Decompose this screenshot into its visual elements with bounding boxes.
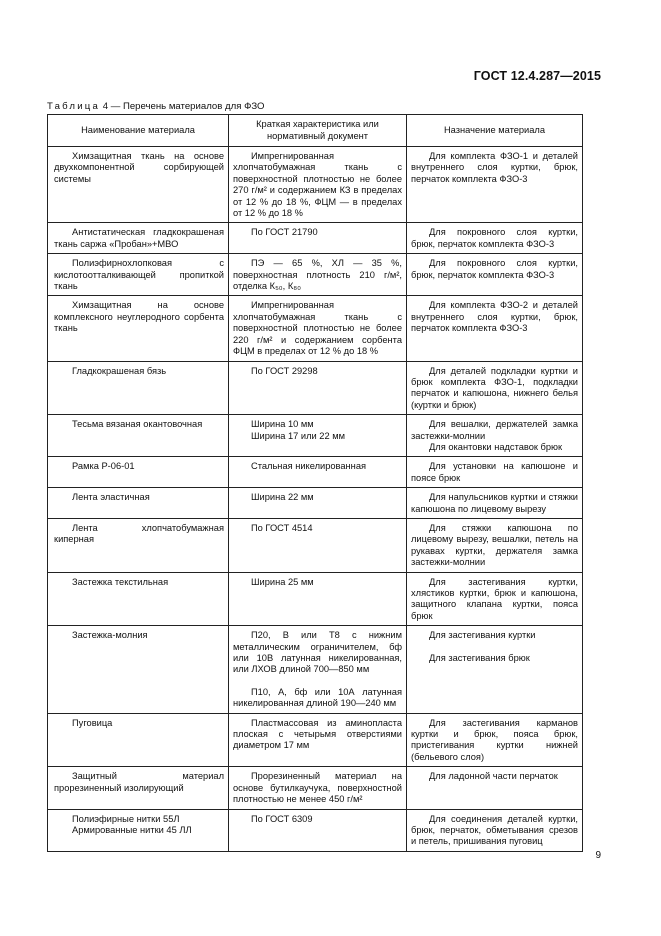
cell-material-name (48, 223, 229, 254)
cell-text: Ширина 10 мм (251, 419, 314, 430)
cell-purpose (407, 809, 583, 851)
table-row (48, 415, 583, 457)
cell-text: Полиэфирные нитки 55Л (72, 813, 180, 824)
cell-characteristic (229, 254, 407, 296)
cell-text: Стальная никелированная (251, 461, 367, 472)
cell-text: Для деталей подкладки куртки и брюк комплекта ФЗО-1, подкладки перчаток и капюшона, нижнего белья (куртки и брюк) (411, 365, 578, 410)
table-row (48, 223, 583, 254)
cell-purpose (407, 767, 583, 809)
cell-text: Для застегивания куртки (429, 630, 536, 641)
cell-purpose (407, 626, 583, 713)
cell-characteristic (229, 147, 407, 223)
table-row (48, 296, 583, 361)
cell-text: По ГОСТ 29298 (251, 365, 318, 376)
spacer (233, 676, 402, 687)
cell-text: Для застегивания брюк (429, 652, 530, 663)
cell-text: Химзащитная на основе комплексного неуглеродного сорбента ткань (54, 300, 224, 334)
materials-table (47, 114, 583, 852)
cell-purpose (407, 457, 583, 488)
cell-material-name (48, 361, 229, 415)
cell-material-name (48, 254, 229, 296)
cell-text: Для установки на капюшоне и поясе брюк (411, 461, 578, 483)
cell-characteristic (229, 809, 407, 851)
cell-text: По ГОСТ 21790 (251, 227, 318, 238)
cell-text: Импрегнированная хлопчатобумажная ткань с поверхностной плотностью не более 270 г/м² и содержанием КЗ в пределах от 12 % до 18 %, ФЦМ — в пределах от 12 % до 18 % (233, 151, 402, 219)
cell-text: Лента эластичная (72, 492, 150, 503)
cell-purpose (407, 147, 583, 223)
table-row (48, 572, 583, 626)
cell-material-name (48, 415, 229, 457)
cell-text: Для ладонной части перчаток (429, 771, 558, 782)
table-row (48, 518, 583, 572)
cell-text: П10, А, бф или 10А латунная никелированная длиной 190—240 мм (233, 686, 402, 709)
table-row (48, 457, 583, 488)
cell-characteristic (229, 223, 407, 254)
cell-text: Для застегивания карманов куртки и брюк, пояса брюк, пристегивания куртки нижней (бельевого слоя) (411, 717, 578, 762)
table-row (48, 713, 583, 767)
cell-characteristic (229, 518, 407, 572)
cell-text: Ширина 17 или 22 мм (251, 430, 345, 441)
cell-text: Полиэфирнохлопковая с кислотоотталкивающей пропиткой ткань (54, 258, 224, 292)
table-row (48, 767, 583, 809)
cell-purpose (407, 223, 583, 254)
cell-text: Рамка Р-06-01 (72, 461, 135, 472)
cell-text: Импрегнированная хлопчатобумажная ткань с поверхностной плотностью не более 220 г/м² и содержанием сорбента ФЦМ в пределах от 12 % до 18 % (233, 300, 402, 357)
spacer (411, 642, 578, 653)
column-header-name: Наименование материала (48, 115, 229, 147)
table-body (48, 147, 583, 852)
cell-text: Лента хлопчатобумажная киперная (54, 522, 224, 545)
cell-characteristic (229, 361, 407, 415)
cell-text: Пуговица (72, 717, 113, 728)
cell-text: Для вешалки, держателей замка застежки-молнии (411, 419, 578, 441)
table-header-row (48, 115, 583, 147)
cell-text: Для застегивания куртки, хлястиков куртки, брюк и капюшона, защитного клапана куртки, пояса брюк (411, 576, 578, 621)
cell-text: Для стяжки капюшона по лицевому вырезу, вешалки, петель на рукавах куртки, держателя замка застежки-молнии (411, 522, 578, 568)
caption-text: — Перечень материалов для ФЗО (108, 101, 265, 112)
table-row (48, 809, 583, 851)
cell-text: Для соединения деталей куртки, брюк, перчаток, обметывания срезов и петель, пришивания пуговиц (411, 813, 578, 847)
cell-characteristic (229, 415, 407, 457)
cell-characteristic (229, 767, 407, 809)
cell-text: Для комплекта ФЗО-1 и деталей внутреннего слоя куртки, брюк, перчаток комплекта ФЗО-3 (411, 151, 578, 184)
table-row (48, 254, 583, 296)
cell-text: П20, В или Т8 с нижним металлическим ограничителем, бф или 10В латунная никелированная, или ЛХОВ длиной 700—850 мм (233, 630, 402, 675)
cell-text: Для покровного слоя куртки, брюк, перчаток комплекта ФЗО-3 (411, 258, 578, 280)
cell-material-name (48, 809, 229, 851)
column-header-spec: Краткая характеристика или нормативный документ (229, 115, 407, 147)
caption-number: 4 (102, 101, 109, 112)
standard-code: ГОСТ 12.4.287—2015 (473, 69, 601, 83)
cell-text: Ширина 22 мм (251, 492, 314, 503)
cell-text: Для покровного слоя куртки, брюк, перчаток комплекта ФЗО-3 (411, 227, 578, 249)
cell-text: Защитный материал прорезиненный изолирующий (54, 771, 224, 793)
cell-characteristic (229, 457, 407, 488)
cell-purpose (407, 361, 583, 415)
cell-purpose (407, 572, 583, 626)
cell-text: ПЭ — 65 %, ХЛ — 35 %, поверхностная плотность 210 г/м², отделка К₅₀, К₈₀ (233, 258, 402, 292)
cell-characteristic (229, 488, 407, 519)
cell-text: Антистатическая гладкокрашеная ткань саржа «Пробан»+МВО (54, 227, 224, 249)
cell-characteristic (229, 713, 407, 767)
cell-material-name (48, 626, 229, 713)
cell-purpose (407, 296, 583, 361)
cell-text: Химзащитная ткань на основе двухкомпонентной сорбирующей системы (54, 151, 224, 184)
table-caption (47, 101, 265, 112)
cell-material-name (48, 518, 229, 572)
cell-text: Прорезиненный материал на основе бутилкаучука, поверхностной плотностью не менее 450 г/м² (233, 771, 402, 805)
page-number: 9 (595, 850, 601, 861)
cell-material-name (48, 572, 229, 626)
table-row (48, 626, 583, 713)
cell-material-name (48, 713, 229, 767)
cell-text: По ГОСТ 6309 (251, 813, 313, 824)
cell-material-name (48, 457, 229, 488)
cell-material-name (48, 488, 229, 519)
cell-text: Ширина 25 мм (251, 576, 314, 587)
cell-text: Гладкокрашеная бязь (72, 365, 167, 376)
cell-purpose (407, 254, 583, 296)
cell-characteristic (229, 626, 407, 713)
cell-text: Для окантовки надставок брюк (429, 441, 563, 452)
cell-text: Застежка-молния (72, 630, 148, 641)
cell-text: Застежка текстильная (72, 576, 169, 587)
column-header-purpose: Назначение материала (407, 115, 583, 147)
cell-material-name (48, 767, 229, 809)
cell-material-name (48, 147, 229, 223)
cell-characteristic (229, 572, 407, 626)
cell-purpose (407, 518, 583, 572)
table-row (48, 488, 583, 519)
cell-material-name (48, 296, 229, 361)
cell-text: Пластмассовая из аминопласта плоская с четырьмя отверстиями диаметром 17 мм (233, 717, 402, 751)
cell-text: По ГОСТ 4514 (251, 522, 313, 533)
table-row (48, 147, 583, 223)
cell-text: Армированные нитки 45 ЛЛ (72, 824, 192, 835)
caption-prefix: Таблица (47, 101, 101, 112)
table-row (48, 361, 583, 415)
cell-purpose (407, 415, 583, 457)
cell-purpose (407, 713, 583, 767)
cell-text: Тесьма вязаная окантовочная (72, 419, 203, 430)
cell-purpose (407, 488, 583, 519)
cell-characteristic (229, 296, 407, 361)
cell-text: Для напульсников куртки и стяжки капюшона по лицевому вырезу (411, 492, 578, 514)
cell-text: Для комплекта ФЗО-2 и деталей внутреннего слоя куртки, брюк, перчаток комплекта ФЗО-3 (411, 300, 578, 334)
